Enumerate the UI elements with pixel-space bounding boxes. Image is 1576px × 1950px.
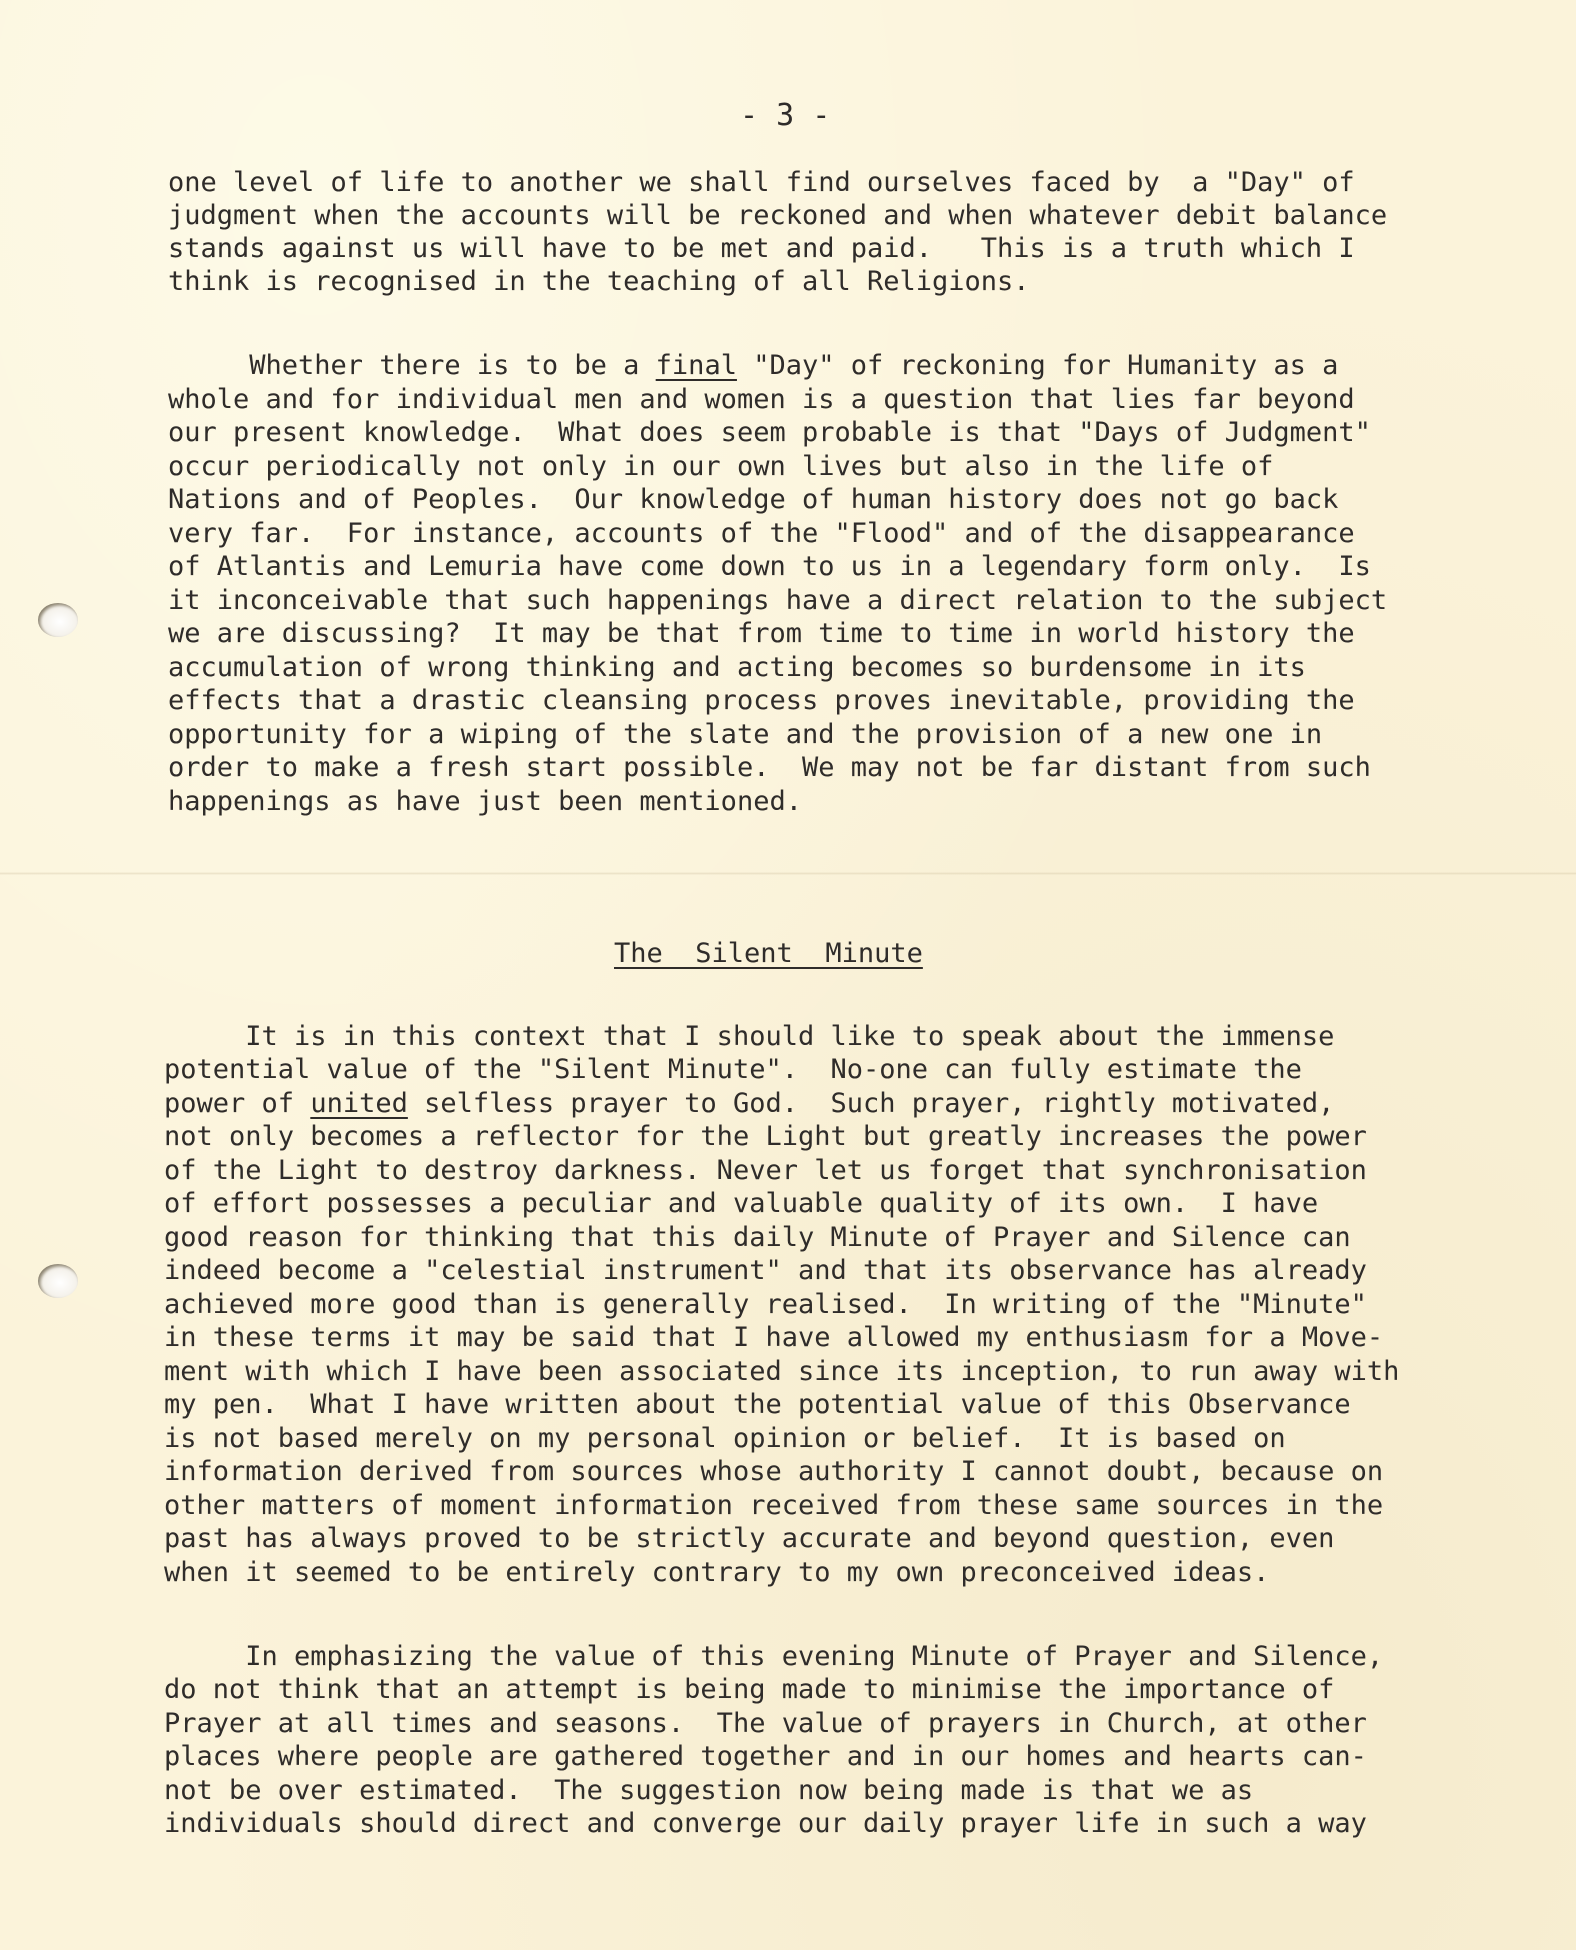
section-heading: The Silent Minute [614, 938, 923, 969]
paragraph-2-line: happenings as have just been mentioned. [168, 786, 802, 817]
paragraph-2-text: "Day" of reckoning for Humanity as a [736, 350, 1339, 381]
paragraph-4-line: places where people are gathered together and in our homes and hearts can- [164, 1741, 1367, 1772]
paragraph-3-line: of the Light to destroy darkness. Never let us forget that synchronisation [164, 1155, 1367, 1186]
page-fold-crease [0, 872, 1576, 875]
paragraph-2-line: Nations and of Peoples. Our knowledge of human history does not go back [168, 484, 1339, 515]
paragraph-2-line: it inconceivable that such happenings have a direct relation to the subject [168, 585, 1388, 616]
underlined-word-final: final [655, 350, 737, 381]
paragraph-3-line: information derived from sources whose authority I cannot doubt, because on [164, 1456, 1384, 1487]
punch-hole-lower [38, 1264, 78, 1298]
paragraph-2-line: whole and for individual men and women is a question that lies far beyond [168, 384, 1355, 415]
paragraph-2-line: of Atlantis and Lemuria have come down to us in a legendary form only. Is [168, 551, 1371, 582]
paragraph-3-text: power of [164, 1088, 311, 1119]
paragraph-2-line: occur periodically not only in our own lives but also in the life of [168, 451, 1274, 482]
paragraph-2-text: Whether there is to be a [168, 350, 656, 381]
paragraph-3-line: of effort possesses a peculiar and valuable quality of its own. I have [164, 1188, 1319, 1219]
paragraph-4-line: do not think that an attempt is being made to minimise the importance of [164, 1674, 1335, 1705]
paragraph-1-line: one level of life to another we shall find ourselves faced by a "Day" of [168, 167, 1355, 198]
paragraph-4-line: Prayer at all times and seasons. The value of prayers in Church, at other [164, 1708, 1367, 1739]
paragraph-3-line: not only becomes a reflector for the Light but greatly increases the power [164, 1121, 1367, 1152]
paragraph-3-line [164, 1087, 1334, 1120]
punch-hole-upper [38, 603, 78, 637]
paragraph-3-line: when it seemed to be entirely contrary to my own preconceived ideas. [164, 1557, 1270, 1588]
paragraph-4-line: individuals should direct and converge our daily prayer life in such a way [164, 1808, 1367, 1839]
paragraph-1-line: judgment when the accounts will be reckoned and when whatever debit balance [168, 200, 1388, 231]
paragraph-4-line: In emphasizing the value of this evening Minute of Prayer and Silence, [164, 1641, 1384, 1672]
paragraph-3-line: ment with which I have been associated since its inception, to run away with [164, 1356, 1400, 1387]
paragraph-1-line: think is recognised in the teaching of all Religions. [168, 266, 1030, 297]
paragraph-3-line: in these terms it may be said that I have allowed my enthusiasm for a Move- [164, 1322, 1384, 1353]
paragraph-3-text: selfless prayer to God. Such prayer, rightly motivated, [407, 1088, 1335, 1119]
paragraph-2-line [168, 349, 1338, 382]
paragraph-1-line: stands against us will have to be met and paid. This is a truth which I [168, 233, 1355, 264]
paragraph-2-line: opportunity for a wiping of the slate and the provision of a new one in [168, 719, 1323, 750]
page-number: - 3 - [740, 98, 831, 133]
paragraph-2-line: accumulation of wrong thinking and acting becomes so burdensome in its [168, 652, 1306, 683]
paragraph-2-line: effects that a drastic cleansing process proves inevitable, providing the [168, 685, 1355, 716]
paragraph-3-line: other matters of moment information received from these same sources in the [164, 1490, 1384, 1521]
paragraph-3-line: potential value of the "Silent Minute". No-one can fully estimate the [164, 1054, 1302, 1085]
paragraph-4-line: not be over estimated. The suggestion now being made is that we as [164, 1775, 1254, 1806]
paragraph-2-line: our present knowledge. What does seem probable is that "Days of Judgment" [168, 417, 1371, 448]
paragraph-3-line: achieved more good than is generally realised. In writing of the "Minute" [164, 1289, 1367, 1320]
paragraph-3-line: is not based merely on my personal opinion or belief. It is based on [164, 1423, 1286, 1454]
paragraph-2-line: we are discussing? It may be that from time to time in world history the [168, 618, 1355, 649]
paragraph-2-line: order to make a fresh start possible. We may not be far distant from such [168, 752, 1371, 783]
paragraph-3-line: It is in this context that I should like to speak about the immense [164, 1021, 1335, 1052]
paragraph-3-line: past has always proved to be strictly accurate and beyond question, even [164, 1523, 1335, 1554]
paragraph-3-line: my pen. What I have written about the potential value of this Observance [164, 1389, 1351, 1420]
paragraph-3-line: indeed become a "celestial instrument" and that its observance has already [164, 1255, 1367, 1286]
paragraph-2-line: very far. For instance, accounts of the "Flood" and of the disappearance [168, 518, 1355, 549]
paragraph-3-line: good reason for thinking that this daily Minute of Prayer and Silence can [164, 1222, 1351, 1253]
underlined-word-united: united [310, 1088, 408, 1119]
